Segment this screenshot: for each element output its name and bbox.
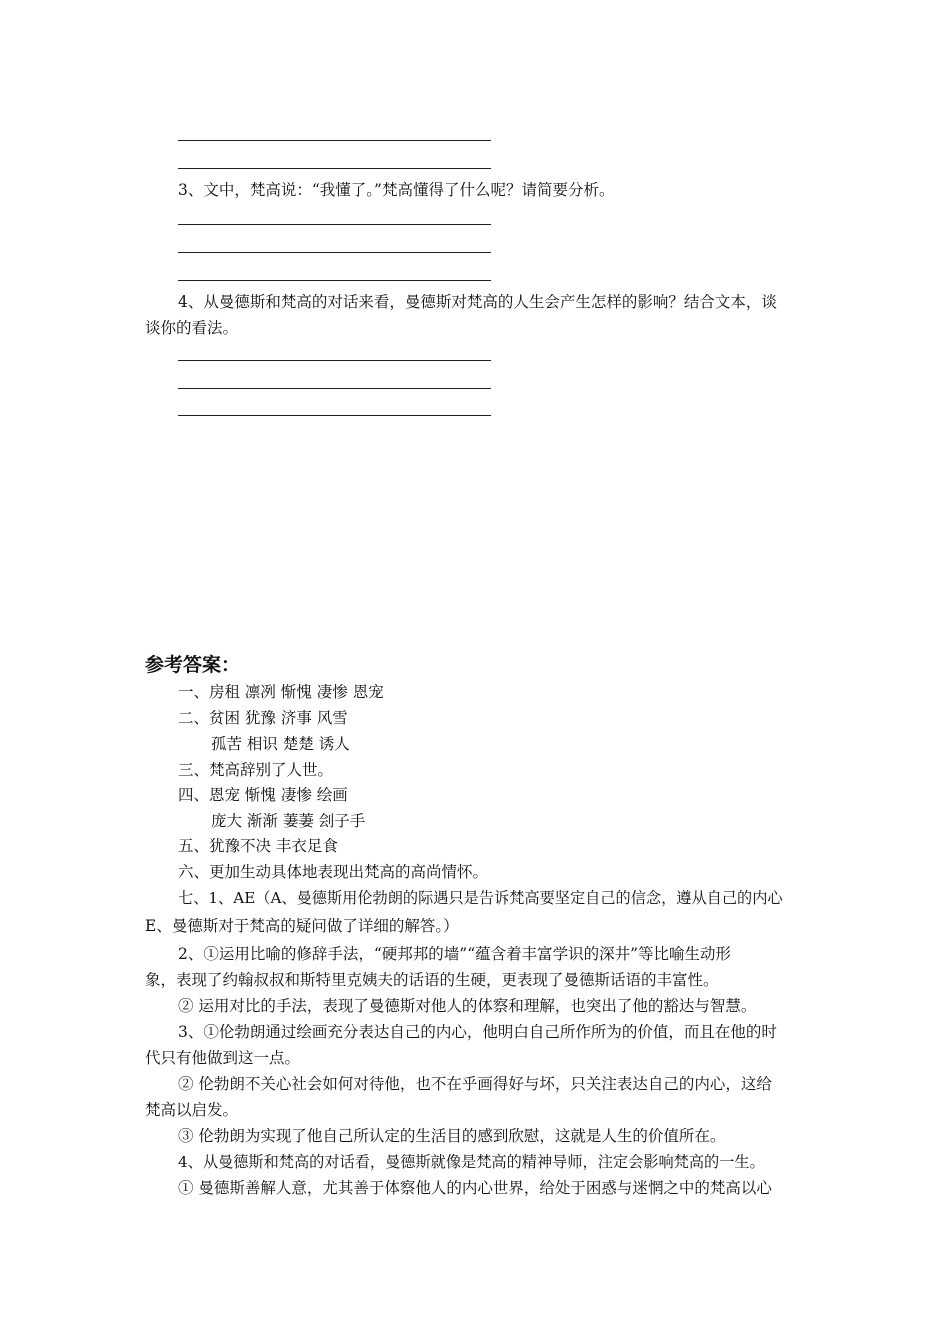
answer-line: ① 曼德斯善解人意，尤其善于体察他人的内心世界，给处于困惑与迷惘之中的梵高以心	[178, 1179, 772, 1197]
answer-line: 孤苦 相识 楚楚 诱人	[211, 735, 350, 753]
answer-blank-line	[178, 415, 491, 416]
answer-line: 代只有他做到这一点。	[145, 1049, 301, 1067]
answer-line: E、曼德斯对于梵高的疑问做了详细的解答。）	[145, 917, 459, 935]
question-3: 3、文中，梵高说：“我懂了。”梵高懂得了什么呢？请简要分析。	[178, 181, 615, 199]
answer-line: 五、犹豫不决 丰衣足食	[178, 837, 338, 855]
answer-line: 2、①运用比喻的修辞手法，“硬邦邦的墙”“蕴含着丰富学识的深井”等比喻生动形	[178, 945, 732, 963]
answer-line: 3、①伦勃朗通过绘画充分表达自己的内心，他明白自己所作所为的价值，而且在他的时	[178, 1023, 777, 1041]
answer-line: 4、从曼德斯和梵高的对话看，曼德斯就像是梵高的精神导师，注定会影响梵高的一生。	[178, 1153, 765, 1171]
answer-line: 二、贫困 犹豫 济事 风雪	[178, 709, 348, 727]
answers-heading: 参考答案：	[145, 654, 241, 676]
answer-blank-line	[178, 280, 491, 281]
answer-blank-line	[178, 140, 491, 141]
answer-line: 庞大 渐渐 萋萋 刽子手	[211, 812, 366, 830]
answer-line: ③ 伦勃朗为实现了他自己所认定的生活目的感到欣慰，这就是人生的价值所在。	[178, 1127, 726, 1145]
answer-line: 七、1、AE（A、曼德斯用伦勃朗的际遇只是告诉梵高要坚定自己的信念，遵从自己的内心	[178, 889, 783, 907]
answer-blank-line	[178, 388, 491, 389]
answer-line: 象，表现了约翰叔叔和斯特里克姨夫的话语的生硬，更表现了曼德斯话语的丰富性。	[145, 971, 719, 989]
answer-blank-line	[178, 168, 491, 169]
answer-line: ② 运用对比的手法，表现了曼德斯对他人的体察和理解，也突出了他的豁达与智慧。	[178, 997, 757, 1015]
answer-line: ② 伦勃朗不关心社会如何对待他，也不在乎画得好与坏，只关注表达自己的内心，这给	[178, 1075, 772, 1093]
answer-blank-line	[178, 360, 491, 361]
question-4-line2: 谈你的看法。	[145, 319, 239, 337]
answer-blank-line	[178, 252, 491, 253]
answer-line: 六、更加生动具体地表现出梵高的高尚情怀。	[178, 863, 489, 881]
answer-line: 梵高以启发。	[145, 1101, 239, 1119]
answer-blank-line	[178, 224, 491, 225]
question-4-line1: 4、从曼德斯和梵高的对话来看，曼德斯对梵高的人生会产生怎样的影响？结合文本，谈	[178, 293, 777, 311]
answer-line: 三、梵高辞别了人世。	[178, 761, 334, 779]
answer-line: 一、房租 凛冽 惭愧 凄惨 恩宠	[178, 683, 384, 701]
answer-line: 四、恩宠 惭愧 凄惨 绘画	[178, 786, 348, 804]
